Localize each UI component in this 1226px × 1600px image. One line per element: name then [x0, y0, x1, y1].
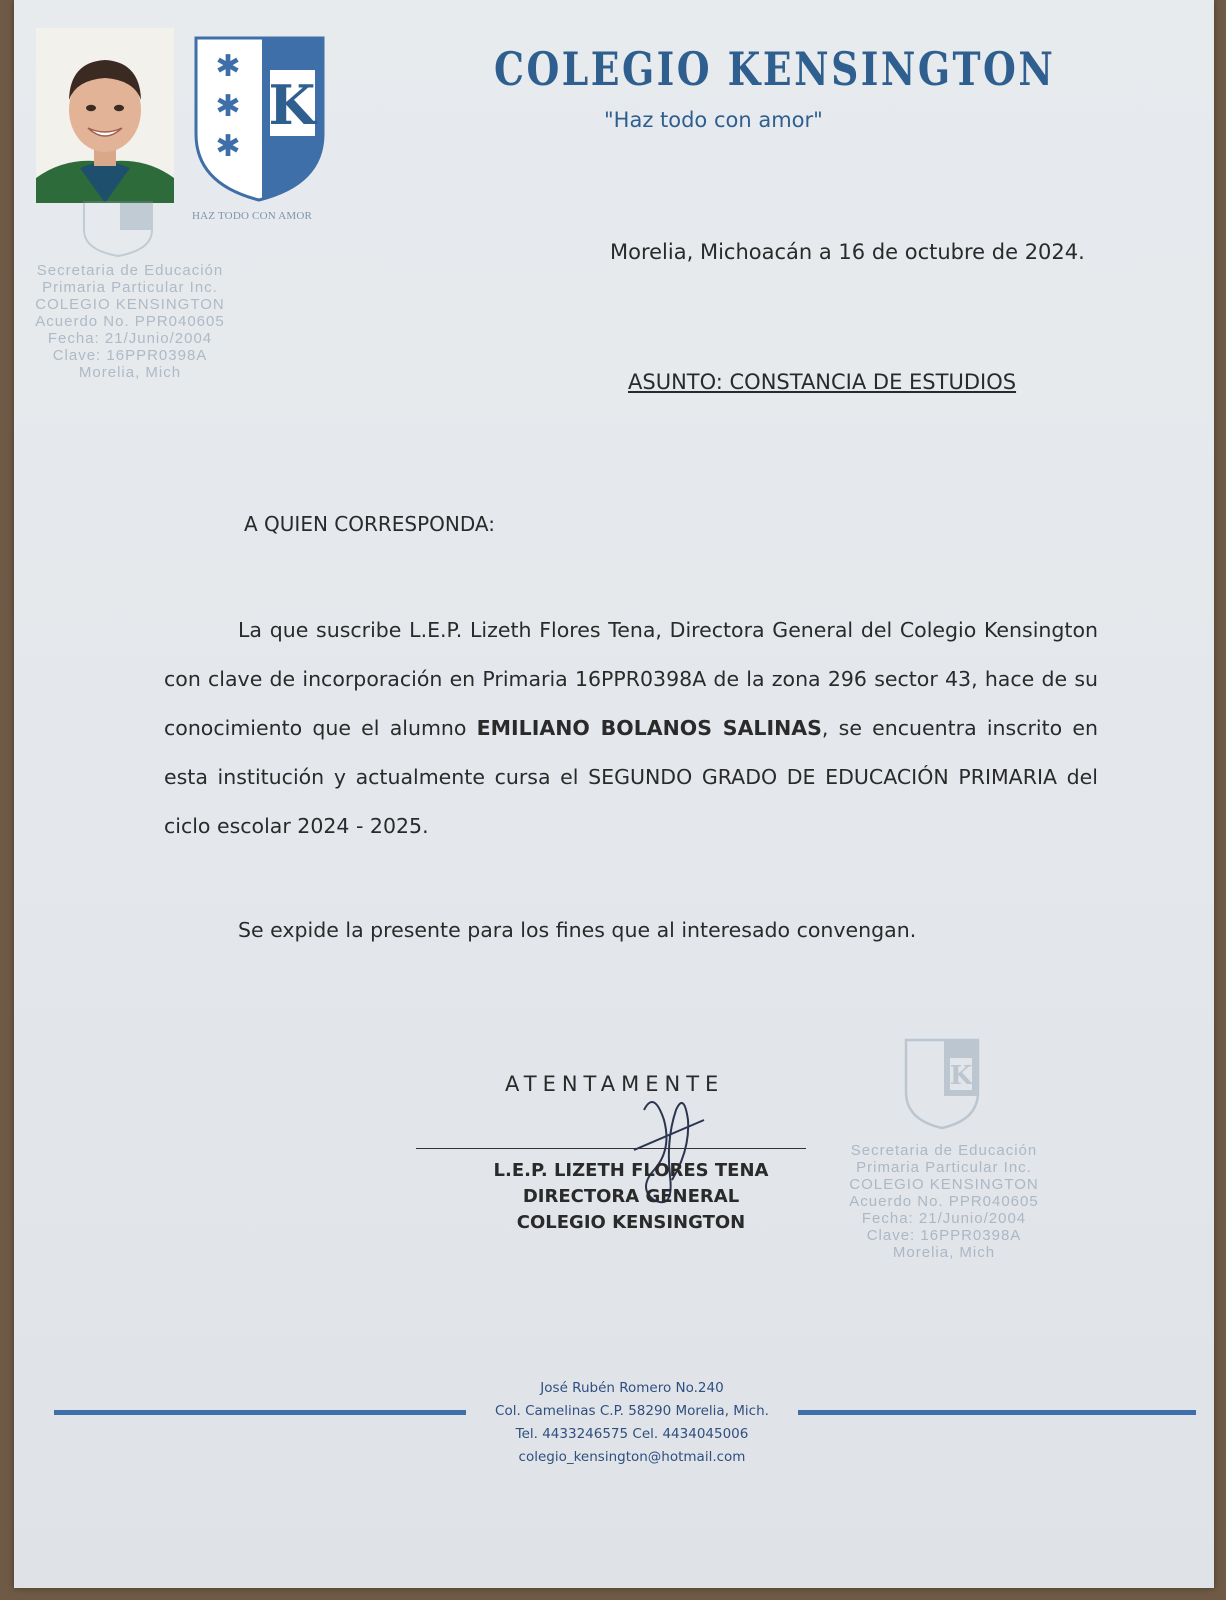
footer-divider-left	[54, 1410, 466, 1415]
letter-body	[164, 606, 1098, 851]
letter-date: Morelia, Michoacán a 16 de octubre de 2024.	[610, 240, 1085, 264]
stamp-line: Clave: 16PPR0398A	[866, 1227, 1022, 1244]
stamp-line: Primaria Particular Inc.	[42, 279, 218, 296]
signature-line	[416, 1148, 806, 1149]
student-photo	[36, 28, 174, 203]
svg-text:K: K	[268, 73, 316, 137]
signer-institution: COLEGIO KENSINGTON	[516, 1212, 746, 1233]
svg-text:K: K	[949, 1061, 973, 1091]
official-stamp-bottom	[824, 1142, 1064, 1261]
student-name: EMILIANO BOLANOS SALINAS	[476, 716, 822, 740]
stamp-line: Morelia, Mich	[892, 1244, 996, 1261]
body-text-1: La que suscribe L.E.P. Lizeth Flores Tena, Directora General del Colegio Kensington con clave de incorporación en Primaria 16PPR0398A de la zona 296 sector 43, hace de su conocimiento que el alumno	[164, 618, 1098, 740]
stamp-line: Fecha: 21/Junio/2004	[861, 1210, 1027, 1227]
signer-title: DIRECTORA GENERAL	[522, 1186, 740, 1207]
body-text-2: , se encuentra inscrito en esta institución y actualmente cursa el SEGUNDO GRADO DE EDUCACIÓN PRIMARIA del ciclo escolar 2024 - 2025.	[164, 716, 1098, 838]
stamp-line: Secretaria de Educación	[850, 1142, 1038, 1159]
stamp-line: Fecha: 21/Junio/2004	[47, 330, 213, 347]
official-stamp-top	[14, 262, 250, 381]
footer-email: colegio_kensington@hotmail.com	[518, 1449, 746, 1465]
document-page	[14, 0, 1214, 1588]
stamp-line: Primaria Particular Inc.	[856, 1159, 1032, 1176]
footer-address: José Rubén Romero No.240	[540, 1380, 724, 1396]
stamp-line: Morelia, Mich	[78, 364, 182, 381]
signature-salutation: ATENTAMENTE	[505, 1072, 725, 1096]
svg-text:✱: ✱	[215, 89, 241, 124]
letter-closing: Se expide la presente para los fines que al interesado convengan.	[238, 918, 917, 942]
footer-divider-right	[798, 1410, 1196, 1415]
school-name: COLEGIO KENSINGTON	[494, 42, 1056, 96]
stamp-line: Acuerdo No. PPR040605	[849, 1193, 1039, 1210]
footer-phones: Tel. 4433246575 Cel. 4434045006	[515, 1426, 749, 1442]
svg-text:✱: ✱	[215, 49, 241, 84]
letter-greeting: A QUIEN CORRESPONDA:	[244, 512, 495, 536]
school-crest-logo	[192, 34, 327, 204]
stamp-shield-icon	[902, 1036, 982, 1132]
school-motto: "Haz todo con amor"	[604, 108, 823, 132]
stamp-shield-icon	[80, 200, 156, 258]
svg-text:✱: ✱	[215, 129, 241, 164]
crest-motto: HAZ TODO CON AMOR	[192, 210, 313, 222]
stamp-line: COLEGIO KENSINGTON	[35, 296, 225, 313]
signer-name: L.E.P. LIZETH FLORES TENA	[493, 1160, 769, 1181]
footer-city: Col. Camelinas C.P. 58290 Morelia, Mich.	[495, 1403, 769, 1419]
stamp-line: Clave: 16PPR0398A	[52, 347, 208, 364]
stamp-line: Secretaria de Educación	[36, 262, 224, 279]
letter-subject: ASUNTO: CONSTANCIA DE ESTUDIOS	[628, 370, 1017, 394]
stamp-line: COLEGIO KENSINGTON	[849, 1176, 1039, 1193]
stamp-line: Acuerdo No. PPR040605	[35, 313, 225, 330]
